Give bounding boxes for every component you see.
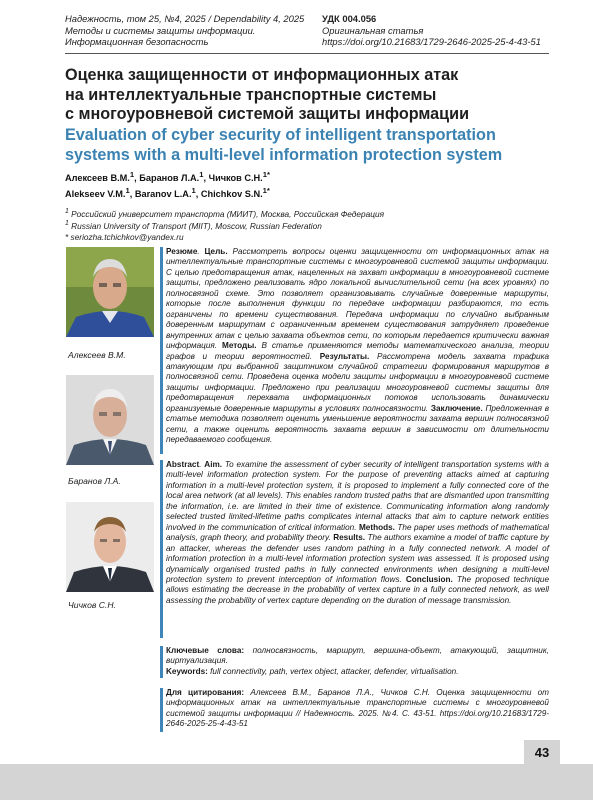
corresponding-email[interactable]: * seriozha.tchichkov@yandex.ru [65,231,184,242]
journal-subsection: Информационная безопасность [65,36,209,48]
journal-section: Методы и системы защиты информации. [65,24,256,36]
authors-block [65,169,270,200]
authors-russian: Алексеев В.М.$^1$, Баранов Л.А.$^1$, Чичков С.Н.$^{1*}$ [65,170,270,184]
footer-band [0,764,593,800]
citation-accent-bar [160,688,163,732]
keywords-block [166,646,549,677]
article-meta [322,13,541,48]
abstract-russian: Резюме. Цель. Рассмотреть вопросы оценки защищенности от информационных атак на интеллектуальные транспортные системы с многоуровневой системой защиты информации. С целью предотвращения атак, нацеленных на захват информации в многоуровневой системе защиты, предложено реализовать ядро локальной вычислительной сети (на всех уровнях) по полносвязной схеме. Это позволяет организовывать случайные доверенные маршруты, которые после выполнения функции по передаче информации разбираются, то есть ограничены по времени существования. Передача информации по случайно выбранным доверенным маршрутам с ограниченным временем существования затрудняет проведение внутренних атак с целью захвата объектов сети, по которым передается критически важная информация. Методы. В статье применяются методы математического анализа, теории графов и теории вероятностей. Результаты. Рассмотрена модель захвата трафика атакующим при выбранной защитником случайной стратегии формирования маршрутов в полносвязной сети. Проведена оценка модели защиты информации в многоуровневой системе защиты информации. Предложено при реализации многоуровневой системы защиты для предотвращения перехвата информационных потоков использовать динамически организуемые доверенные маршруты в условиях полносвязности. Заключение. Предложенная в статье методика позволяет оценить уменьшение вероятности захвата вершин полносвязной сети, а также оценить вероятность захвата вершин в зависимости от длительности передаваемого сообщения. [166,247,549,445]
title-russian: Оценка защищенности от информационных атак на интеллектуальные транспортные системы с многоуровневой системой защиты информации [65,66,470,123]
abstract-english: Abstract. Aim. To examine the assessment of cyber security of intelligent transportation systems with a multi-level information protection system. For the purpose of preventing attacks aimed at capturing information in a multi-level protection system, it is proposed to implement a fully connected core of the local area network (at all levels). This enables random trusted paths that are dismantled upon transmitting the information, i.e. are limited in their time of existence. Communicating information along randomly selected trusted limited-lifetime paths complicates internal attacks that aim to capture network entities involved in the communication of critical information. Methods. The paper uses methods of mathematical analysis, graph theory, and probability theory. Results. The authors examine a model of traffic capture by an attacker, whereas the defender uses random pathing in a fully connected network. A model of information protection in a multi-level information protection system was assessed. It is proposed using dynamically organised trusted paths in fully connected environments when designing a multi-level protection system to prevent interception of information flows. Conclusion. The proposed technique allows estimating the decrease in the probability of vertex capture in a fully connected network, as well assessing the probability of vertex capture depending on the duration of message transmission. [166,460,550,605]
page-number: 43 [524,740,560,766]
article-type: Оригинальная статья [322,24,424,36]
author-photo-baranov [66,375,154,465]
doi-link[interactable]: https://doi.org/10.21683/1729-2646-2025-25-4-43-51 [322,36,541,48]
header-divider [65,53,549,54]
citation-block: Для цитирования: Алексеев В.М., Баранов Л.А., Чичков С.Н. Оценка защищенности от информационных атак на интеллектуальные транспортные системы с многоуровневой системой защиты информации // Надежность. 2025. №4. С. 43-51. https://doi.org/10.21683/1729-2646-2025-25-4-43-51 [166,688,549,729]
journal-header [65,13,304,48]
author-photo-alekseev [66,247,154,337]
photo-caption: Чичков С.Н. [68,600,116,610]
authors-english: Alekseev V.M.$^1$, Baranov L.A.$^1$, Chichkov S.N.$^{1*}$ [65,185,270,199]
affiliation-en: $^1$ Russian University of Transport (MIIT), Moscow, Russian Federation [65,220,322,232]
title-english: Evaluation of cyber security of intelligent transportation systems with a multi-level information protection system [65,126,503,164]
abstract-en-accent-bar [160,460,163,638]
photo-caption: Алексеев В.М. [68,350,126,360]
journal-volume: Надежность, том 25, №4, 2025 / Dependability 4, 2025 [65,13,305,24]
affiliations [65,207,384,242]
photo-caption: Баранов Л.А. [68,476,121,486]
abstract-ru-accent-bar [160,247,163,454]
keywords-russian: Ключевые слова: полносвязность, маршрут, вершина-объект, атакующий, защитник, виртуализация. [166,646,549,666]
udk-code: УДК 004.056 [322,13,377,24]
keywords-accent-bar [160,646,163,678]
affiliation-ru: $^1$ Российский университет транспорта (МИИТ), Москва, Российская Федерация [65,208,385,219]
author-photo-chichkov [66,502,154,592]
keywords-english: Keywords: full connectivity, path, vertex object, attacker, defender, virtualisation. [166,666,459,676]
